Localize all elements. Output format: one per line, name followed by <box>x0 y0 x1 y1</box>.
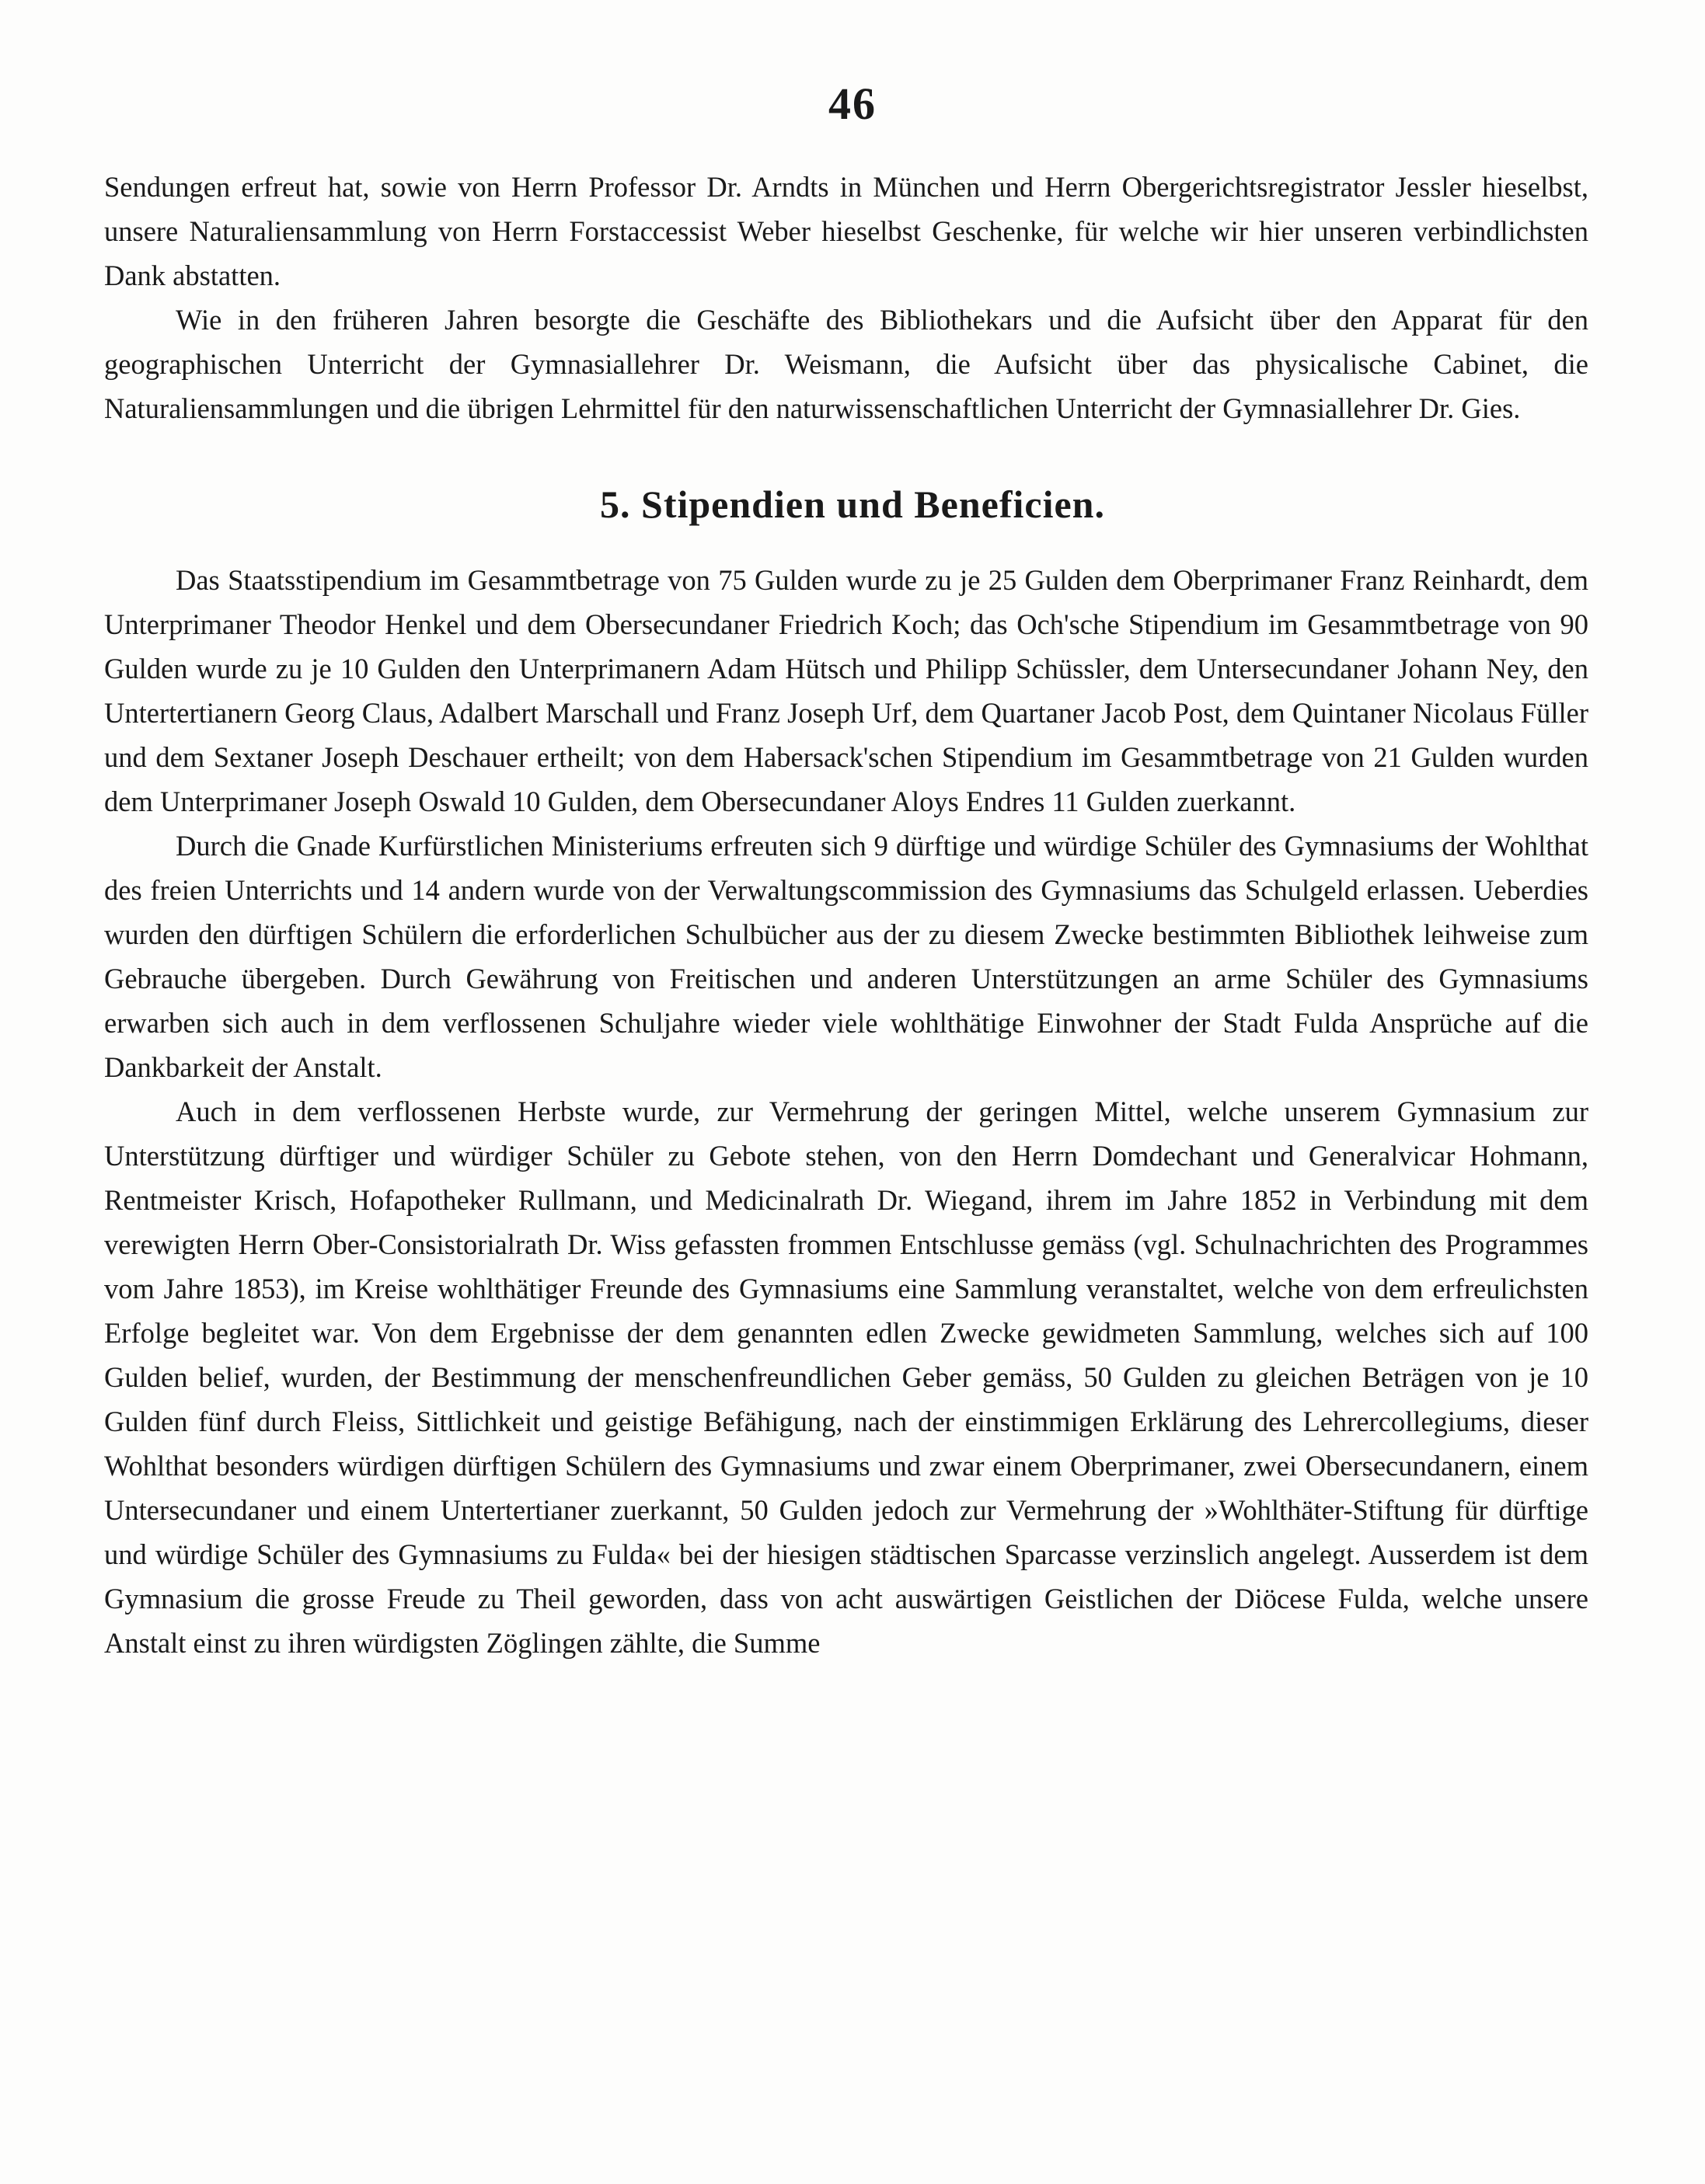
section-text <box>104 558 1588 1665</box>
section-heading: 5. Stipendien und Beneficien. <box>600 482 1105 526</box>
intro-paragraph-2: Wie in den früheren Jahren besorgte die Geschäfte des Bibliothekars und die Aufsicht über den Apparat für den geographischen Unterricht der Gymnasiallehrer Dr. Weismann, die Aufsicht über das physicalische Cabinet, die Naturaliensammlungen und die übrigen Lehrmittel für den naturwissenschaftlichen Unterricht der Gymnasiallehrer Dr. Gies. <box>104 304 1588 424</box>
stipend-paragraph: Das Staatsstipendium im Gesammtbetrage von 75 Gulden wurde zu je 25 Gulden dem Oberprimaner Franz Reinhardt, dem Unterprimaner Theodor Henkel und dem Obersecundaner Friedrich Koch; das Och'sche Stipendium im Gesammtbetrage von 90 Gulden wurde zu je 10 Gulden den Unterprimanern Adam Hütsch und Philipp Schüssler, dem Untersecundaner Johann Ney, den Untertertianern Georg Claus, Adalbert Marschall und Franz Joseph Urf, dem Quartaner Jacob Post, dem Quintaner Nicolaus Füller und dem Sextaner Joseph Deschauer ertheilt; von dem Habersack'schen Stipendium im Gesammtbetrage von 21 Gulden wurden dem Unterprimaner Joseph Oswald 10 Gulden, dem Obersecundaner Aloys Endres 11 Gulden zuerkannt. <box>104 564 1588 817</box>
intro-text <box>104 165 1588 430</box>
collection-paragraph: Auch in dem verflossenen Herbste wurde, zur Vermehrung der geringen Mittel, welche unserem Gymnasium zur Unterstützung dürftiger und würdiger Schüler zu Gebote stehen, von den Herrn Domdechant und Generalvicar Hohmann, Rentmeister Krisch, Hofapotheker Rullmann, und Medicinalrath Dr. Wiegand, ihrem im Jahre 1852 in Verbindung mit dem verewigten Herrn Ober-Consistorialrath Dr. Wiss gefassten frommen Entschlusse gemäss (vgl. Schulnachrichten des Programmes vom Jahre 1853), im Kreise wohlthätiger Freunde des Gymnasiums eine Sammlung veranstaltet, welche von dem erfreulichsten Erfolge begleitet war. Von dem Ergebnisse der dem genannten edlen Zwecke gewidmeten Sammlung, welches sich auf 100 Gulden belief, wurden, der Bestimmung der menschenfreundlichen Geber gemäss, 50 Gulden zu gleichen Beträgen von je 10 Gulden fünf durch Fleiss, Sittlichkeit und geistige Befähigung, nach der einstimmigen Erklärung des Lehrercollegiums, dieser Wohlthat besonders würdigen dürftigen Schülern des Gymnasiums und zwar einem Oberprimaner, zwei Obersecundanern, einem Untersecundaner und einem Untertertianer zuerkannt, 50 Gulden jedoch zur Vermehrung der »Wohlthäter-Stiftung für dürftige und würdige Schüler des Gymnasiums zu Fulda« bei der hiesigen städtischen Sparcasse verzinslich angelegt. Ausserdem ist dem Gymnasium die grosse Freude zu Theil geworden, dass von acht auswärtigen Geistlichen der Diöcese Fulda, welche unsere Anstalt einst zu ihren würdigsten Zöglingen zählte, die Summe <box>104 1095 1588 1659</box>
tuition-paragraph: Durch die Gnade Kurfürstlichen Ministeriums erfreuten sich 9 dürftige und würdige Schüler des Gymnasiums der Wohlthat des freien Unterrichts und 14 andern wurde von der Verwaltungscommission des Gymnasiums das Schulgeld erlassen. Ueberdies wurden den dürftigen Schülern die erforderlichen Schulbücher aus der zu diesem Zwecke bestimmten Bibliothek leihweise zum Gebrauche übergeben. Durch Gewährung von Freitischen und anderen Unterstützungen an arme Schüler des Gymnasiums erwarben sich auch in dem verflossenen Schuljahre wieder viele wohlthätige Einwohner der Stadt Fulda Ansprüche auf die Dankbarkeit der Anstalt. <box>104 830 1588 1083</box>
intro-paragraph-1: Sendungen erfreut hat, sowie von Herrn Professor Dr. Arndts in München und Herrn Obergerichtsregistrator Jessler hieselbst, unsere Naturaliensammlung von Herrn Forstaccessist Weber hieselbst Geschenke, für welche wir hier unseren verbindlichsten Dank abstatten. <box>104 171 1588 291</box>
page-number: 46 <box>828 78 877 129</box>
